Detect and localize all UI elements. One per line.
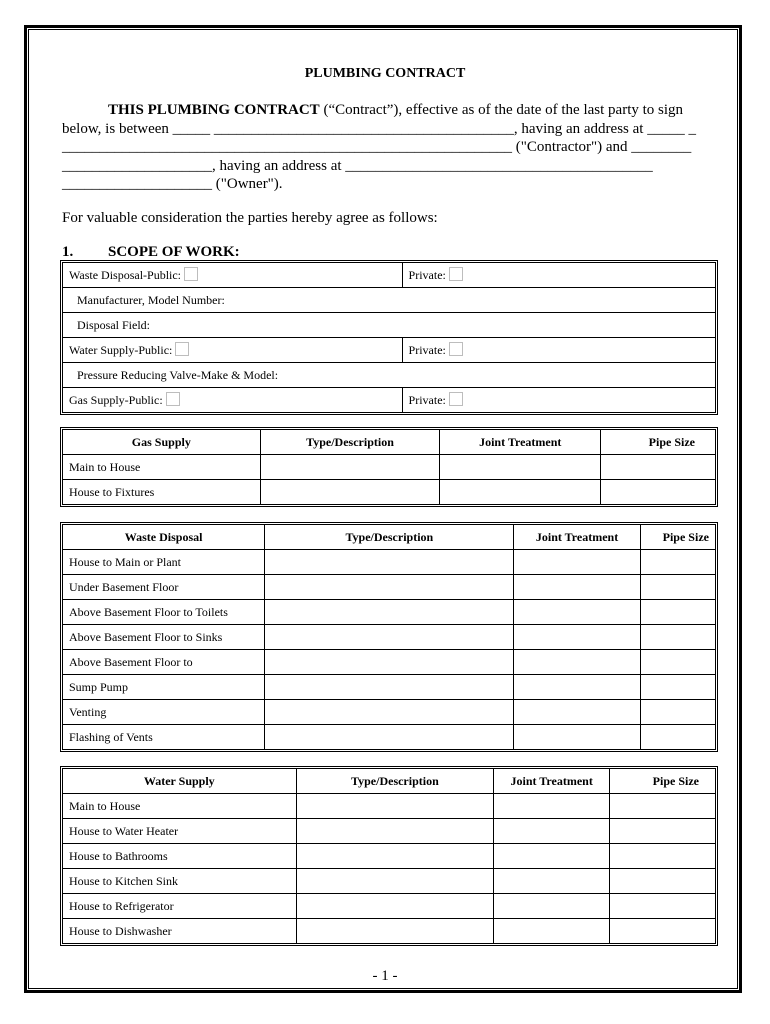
row-label: House to Bathrooms (63, 844, 297, 869)
water-private-checkbox[interactable] (449, 342, 463, 356)
manufacturer-label: Manufacturer, Model Number: (77, 292, 225, 307)
joint-cell[interactable] (494, 844, 610, 869)
joint-cell[interactable] (514, 700, 640, 725)
column-header: Water Supply (63, 769, 297, 794)
row-label: Main to House (63, 455, 261, 480)
pipe-size-cell[interactable] (601, 480, 716, 505)
row-label: House to Kitchen Sink (63, 869, 297, 894)
disposal-field-label: Disposal Field: (77, 317, 151, 332)
table-row (63, 363, 716, 388)
pipe-size-cell[interactable] (640, 575, 715, 600)
type-cell[interactable] (296, 819, 494, 844)
table-row (63, 919, 716, 944)
type-cell[interactable] (265, 700, 514, 725)
scope-table (62, 262, 716, 413)
water-private-cell (402, 338, 715, 363)
waste-private-checkbox[interactable] (449, 267, 463, 281)
pipe-size-cell[interactable] (610, 894, 716, 919)
row-label: Main to House (63, 794, 297, 819)
section-title: SCOPE OF WORK: (108, 244, 240, 260)
table-row (63, 894, 716, 919)
joint-cell[interactable] (514, 625, 640, 650)
gas-public-cell (63, 388, 403, 413)
intro-line1: (“Contract”), effective as of the date of the last party to sign (319, 102, 684, 118)
column-header: Pipe Size (610, 769, 716, 794)
pipe-size-cell[interactable] (601, 455, 716, 480)
gas-private-label: Private: (408, 393, 446, 407)
table-row (63, 600, 716, 625)
table-header-row (63, 769, 716, 794)
column-header: Gas Supply (63, 430, 261, 455)
gas-private-checkbox[interactable] (449, 392, 463, 406)
type-cell[interactable] (260, 455, 440, 480)
column-header: Type/Description (296, 769, 494, 794)
consideration-text: For valuable consideration the parties hereby agree as follows: (62, 210, 438, 226)
intro-bold: THIS PLUMBING CONTRACT (108, 102, 320, 118)
type-cell[interactable] (265, 650, 514, 675)
table-row (63, 869, 716, 894)
row-label: House to Dishwasher (63, 919, 297, 944)
joint-cell[interactable] (494, 819, 610, 844)
pressure-valve-field[interactable] (63, 363, 716, 388)
pipe-size-cell[interactable] (640, 675, 715, 700)
row-label: Above Basement Floor to (63, 650, 265, 675)
type-cell[interactable] (265, 725, 514, 750)
gas-private-cell (402, 388, 715, 413)
row-label: House to Fixtures (63, 480, 261, 505)
pipe-size-cell[interactable] (610, 869, 716, 894)
table-row (63, 455, 716, 480)
table-row (63, 725, 716, 750)
type-cell[interactable] (296, 919, 494, 944)
waste-private-cell (402, 263, 715, 288)
joint-cell[interactable] (494, 869, 610, 894)
row-label: Flashing of Vents (63, 725, 265, 750)
joint-cell[interactable] (494, 894, 610, 919)
water-private-label: Private: (408, 343, 446, 357)
joint-cell[interactable] (514, 725, 640, 750)
intro-line3: ____________________________________________________________ ("Contractor") and ________ (62, 139, 692, 155)
pipe-size-cell[interactable] (640, 550, 715, 575)
table-row (63, 819, 716, 844)
table-row (63, 338, 716, 363)
waste-disposal-table (62, 524, 716, 750)
joint-cell[interactable] (514, 675, 640, 700)
column-header: Joint Treatment (514, 525, 640, 550)
water-public-checkbox[interactable] (175, 342, 189, 356)
pipe-size-cell[interactable] (640, 600, 715, 625)
gas-supply-table (62, 429, 716, 505)
section-number: 1. (62, 244, 74, 260)
joint-cell[interactable] (514, 575, 640, 600)
pipe-size-cell[interactable] (610, 794, 716, 819)
type-cell[interactable] (296, 844, 494, 869)
column-header: Type/Description (260, 430, 440, 455)
column-header: Pipe Size (640, 525, 715, 550)
page-number: - 1 - (372, 968, 398, 984)
type-cell[interactable] (265, 625, 514, 650)
table-row (63, 700, 716, 725)
document-title: PLUMBING CONTRACT (304, 66, 466, 81)
section-heading (62, 244, 240, 261)
type-cell[interactable] (296, 794, 494, 819)
column-header: Pipe Size (601, 430, 716, 455)
joint-cell[interactable] (494, 794, 610, 819)
table-row (63, 675, 716, 700)
manufacturer-field[interactable] (63, 288, 716, 313)
table-header-row (63, 525, 716, 550)
water-public-cell (63, 338, 403, 363)
pipe-size-cell[interactable] (610, 844, 716, 869)
intro-paragraph (62, 101, 702, 194)
table-header-row (63, 430, 716, 455)
type-cell[interactable] (260, 480, 440, 505)
type-cell[interactable] (296, 869, 494, 894)
pipe-size-cell[interactable] (610, 819, 716, 844)
column-header: Joint Treatment (440, 430, 601, 455)
type-cell[interactable] (265, 550, 514, 575)
column-header: Type/Description (265, 525, 514, 550)
joint-cell[interactable] (440, 480, 601, 505)
pipe-size-cell[interactable] (640, 725, 715, 750)
table-row (63, 844, 716, 869)
pipe-size-cell[interactable] (610, 919, 716, 944)
pipe-size-cell[interactable] (640, 625, 715, 650)
row-label: House to Water Heater (63, 819, 297, 844)
pipe-size-cell[interactable] (640, 700, 715, 725)
gas-public-label: Gas Supply-Public: (69, 393, 163, 407)
joint-cell[interactable] (514, 650, 640, 675)
table-row (63, 388, 716, 413)
table-row (63, 794, 716, 819)
table-row (63, 313, 716, 338)
gas-public-checkbox[interactable] (166, 392, 180, 406)
row-label: Above Basement Floor to Toilets (63, 600, 265, 625)
water-public-label: Water Supply-Public: (69, 343, 173, 357)
joint-cell[interactable] (514, 600, 640, 625)
column-header: Joint Treatment (494, 769, 610, 794)
intro-line4: ____________________, having an address at _________________________________________ (62, 157, 653, 174)
row-label: House to Refrigerator (63, 894, 297, 919)
pressure-valve-label: Pressure Reducing Valve-Make & Model: (77, 367, 279, 382)
row-label: Above Basement Floor to Sinks (63, 625, 265, 650)
intro-line5: ____________________ ("Owner"). (62, 176, 283, 192)
intro-line2: below, is between _____ ________________________________________, having an address at _____ _ (62, 120, 696, 137)
table-row (63, 650, 716, 675)
table-row (63, 625, 716, 650)
row-label: House to Main or Plant (63, 550, 265, 575)
table-row (63, 575, 716, 600)
table-row (63, 263, 716, 288)
row-label: Sump Pump (63, 675, 265, 700)
table-row (63, 550, 716, 575)
waste-public-checkbox[interactable] (184, 267, 198, 281)
waste-private-label: Private: (408, 268, 446, 282)
row-label: Venting (63, 700, 265, 725)
type-cell[interactable] (296, 894, 494, 919)
waste-public-cell (63, 263, 403, 288)
waste-public-label: Waste Disposal-Public: (69, 268, 182, 282)
type-cell[interactable] (265, 675, 514, 700)
row-label: Under Basement Floor (63, 575, 265, 600)
water-supply-table (62, 768, 716, 944)
column-header: Waste Disposal (63, 525, 265, 550)
table-row (63, 480, 716, 505)
pipe-size-cell[interactable] (640, 650, 715, 675)
type-cell[interactable] (265, 600, 514, 625)
disposal-field[interactable] (63, 313, 716, 338)
joint-cell[interactable] (514, 550, 640, 575)
type-cell[interactable] (265, 575, 514, 600)
joint-cell[interactable] (440, 455, 601, 480)
table-row (63, 288, 716, 313)
joint-cell[interactable] (494, 919, 610, 944)
